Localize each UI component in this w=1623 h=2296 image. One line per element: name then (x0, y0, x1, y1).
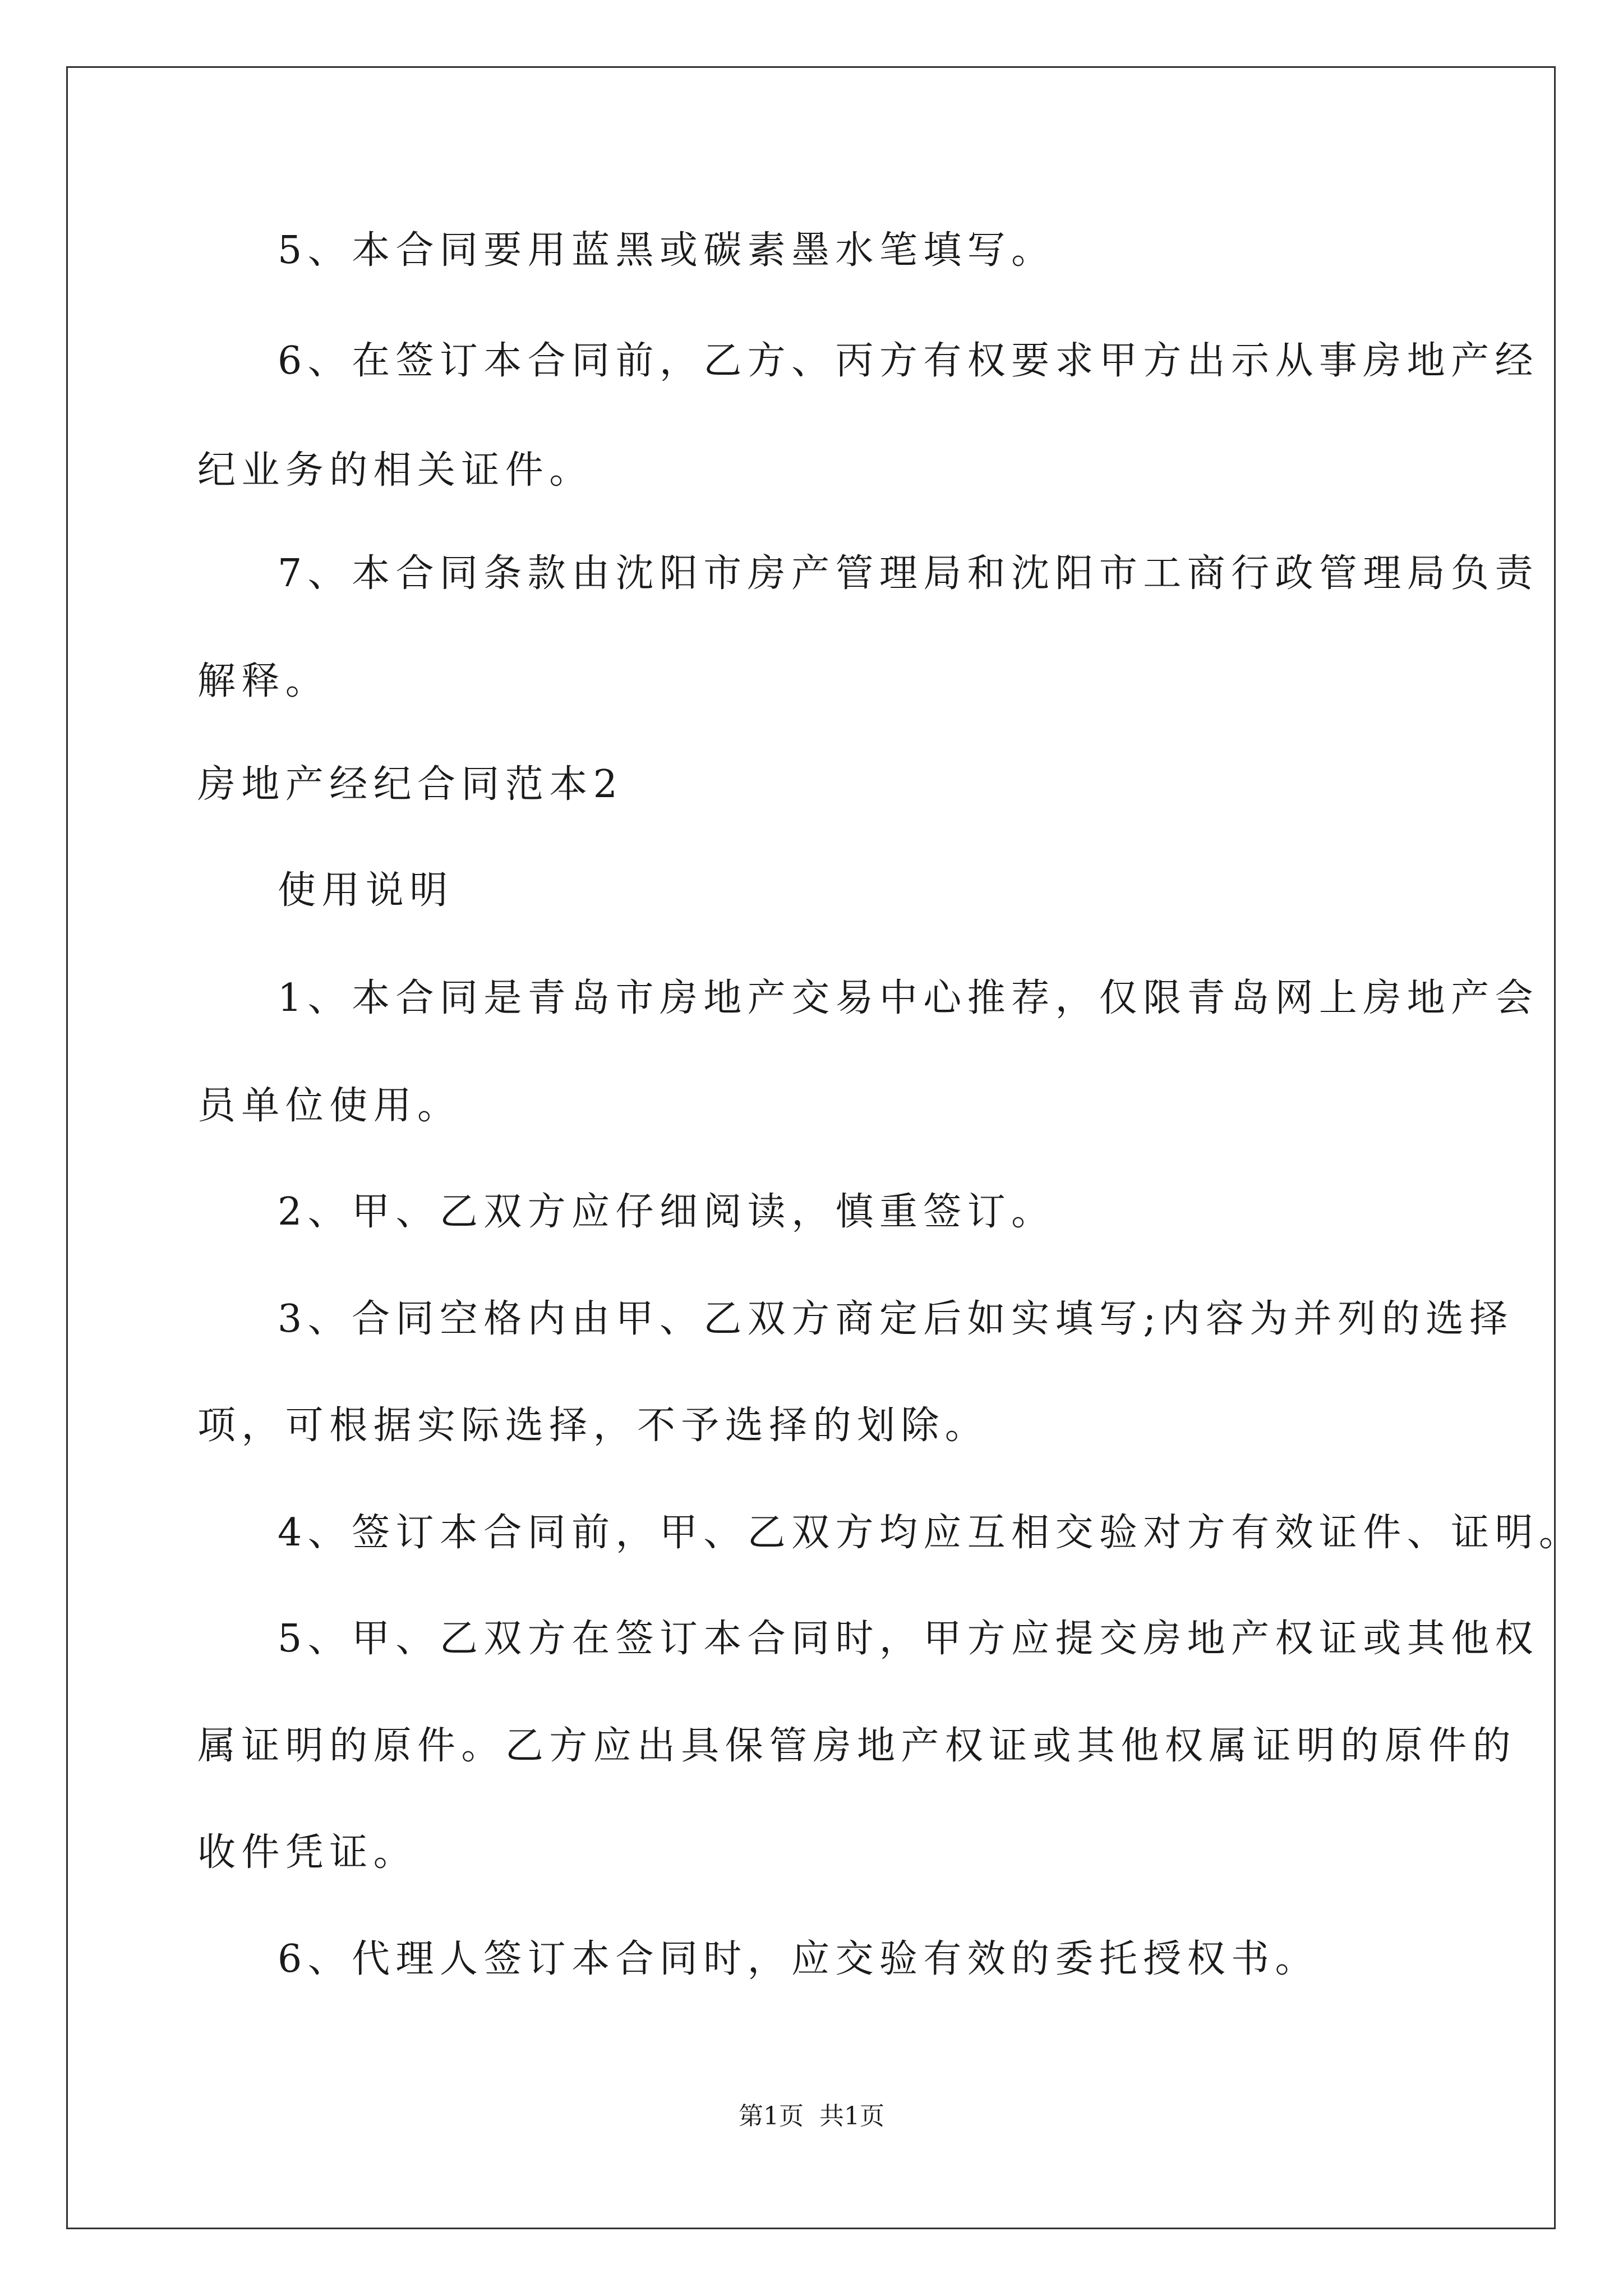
paragraph-line: 纪业务的相关证件。 (197, 448, 593, 493)
paragraph-line: 属证明的原件。乙方应出具保管房地产权证或其他权属证明的原件的 (197, 1724, 1517, 1768)
paragraph-line: 使用说明 (278, 868, 454, 913)
paragraph-line: 2、甲、乙双方应仔细阅读，慎重签订。 (278, 1190, 1055, 1234)
page-border (66, 66, 1556, 2229)
paragraph-line: 1、本合同是青岛市房地产交易中心推荐，仅限青岛网上房地产会 (278, 976, 1539, 1020)
paragraph-line: 5、本合同要用蓝黑或碳素墨水笔填写。 (278, 228, 1055, 273)
paragraph-line: 5、甲、乙双方在签订本合同时，甲方应提交房地产权证或其他权 (278, 1617, 1539, 1661)
paragraph-line: 3、合同空格内由甲、乙双方商定后如实填写;内容为并列的选择 (278, 1297, 1514, 1341)
paragraph-line: 7、本合同条款由沈阳市房产管理局和沈阳市工商行政管理局负责 (278, 551, 1539, 596)
paragraph-line: 解释。 (197, 659, 330, 703)
paragraph-line: 4、签订本合同前，甲、乙双方均应互相交验对方有效证件、证明。 (278, 1511, 1583, 1555)
section-heading: 房地产经纪合同范本2 (197, 762, 624, 807)
paragraph-line: 收件凭证。 (197, 1830, 418, 1875)
paragraph-line: 项，可根据实际选择，不予选择的划除。 (197, 1404, 989, 1448)
paragraph-line: 员单位使用。 (197, 1084, 462, 1128)
paragraph-line: 6、代理人签订本合同时，应交验有效的委托授权书。 (278, 1937, 1319, 1981)
page-footer: 第1页 共1页 (739, 2102, 884, 2131)
paragraph-line: 6、在签订本合同前，乙方、丙方有权要求甲方出示从事房地产经 (278, 339, 1539, 383)
